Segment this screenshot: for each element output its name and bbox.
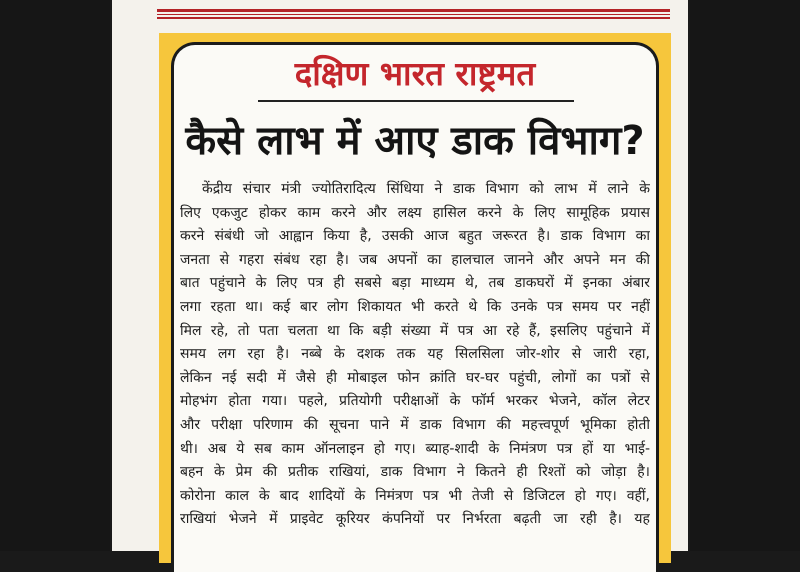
article-line: जनता से गहरा संबंध रहा है। जब अपनों का हालचाल जानने और अपने मन की: [180, 251, 650, 268]
headline: कैसे लाभ में आए डाक विभाग?: [185, 118, 645, 164]
article-line: मिल रहे, तो पता चलता था कि बड़ी संख्या में पत्र आ रहे हैं, इसलिए पहुंचाने में: [180, 322, 650, 339]
viewer-background-right: [690, 0, 800, 551]
article-line: लेकिन नई सदी में जैसे ही मोबाइल फोन क्रांति घर-घर पहुंची, लोगों का पत्रों से: [180, 369, 650, 386]
article-line: और परीक्षा परिणाम की सूचना पाने में डाक विभाग की महत्त्वपूर्ण भूमिका होती: [180, 416, 650, 433]
article-line: थी। अब ये सब काम ऑनलाइन हो गए। ब्याह-शादी के निमंत्रण पत्र हों या भाई-: [180, 440, 650, 457]
article-line: बात पहुंचाने के लिए पत्र ही सबसे बड़ा माध्यम थे, तब डाकघरों में इनका अंबार: [180, 275, 650, 292]
article-line: करने संबंधी जो आह्वान किया है, उसकी आज बहुत जरूरत है। डाक विभाग का: [180, 228, 650, 245]
article-line: मोहभंग होता गया। पहले, प्रतियोगी परीक्षाओं के फॉर्म भरकर भेजने, कॉल लेटर: [180, 393, 650, 410]
masthead: दक्षिण भारत राष्ट्रमत: [294, 54, 536, 93]
article-line: राखियां भेजने में प्राइवेट कूरियर कंपनियों पर निर्भरता बढ़ती जा रही है। यह: [180, 511, 650, 528]
viewer-background-left: [0, 0, 110, 551]
article-line: कोरोना काल के बाद शादियों के निमंत्रण पत्र भी तेजी से डिजिटल हो गए। वहीं,: [180, 487, 650, 504]
article-line: समय लग रहा है। नब्बे के दशक तक यह सिलसिला जोर-शोर से जारी रहा,: [180, 346, 650, 363]
article-line: लिए एकजुट होकर काम करने और लक्ष्य हासिल करने के लिए सामूहिक प्रयास: [180, 204, 650, 221]
header-rule-lower: [157, 17, 670, 19]
header-rule: [157, 9, 670, 12]
article-line: लगा रहता था। कई बार लोग शिकायत भी करते थे कि उनके पत्र समय पर नहीं: [180, 298, 650, 315]
header-rule-thin: [157, 14, 670, 15]
masthead-divider: [258, 100, 574, 102]
article-line: केंद्रीय संचार मंत्री ज्योतिरादित्य सिंधिया ने डाक विभाग को लाभ में लाने के: [202, 181, 650, 197]
article-line: बहन के प्रेम की प्रतीक राखियां, डाक विभाग ने कितने ही रिश्तों को जोड़ा है।: [180, 464, 650, 481]
article-body: [180, 178, 650, 532]
